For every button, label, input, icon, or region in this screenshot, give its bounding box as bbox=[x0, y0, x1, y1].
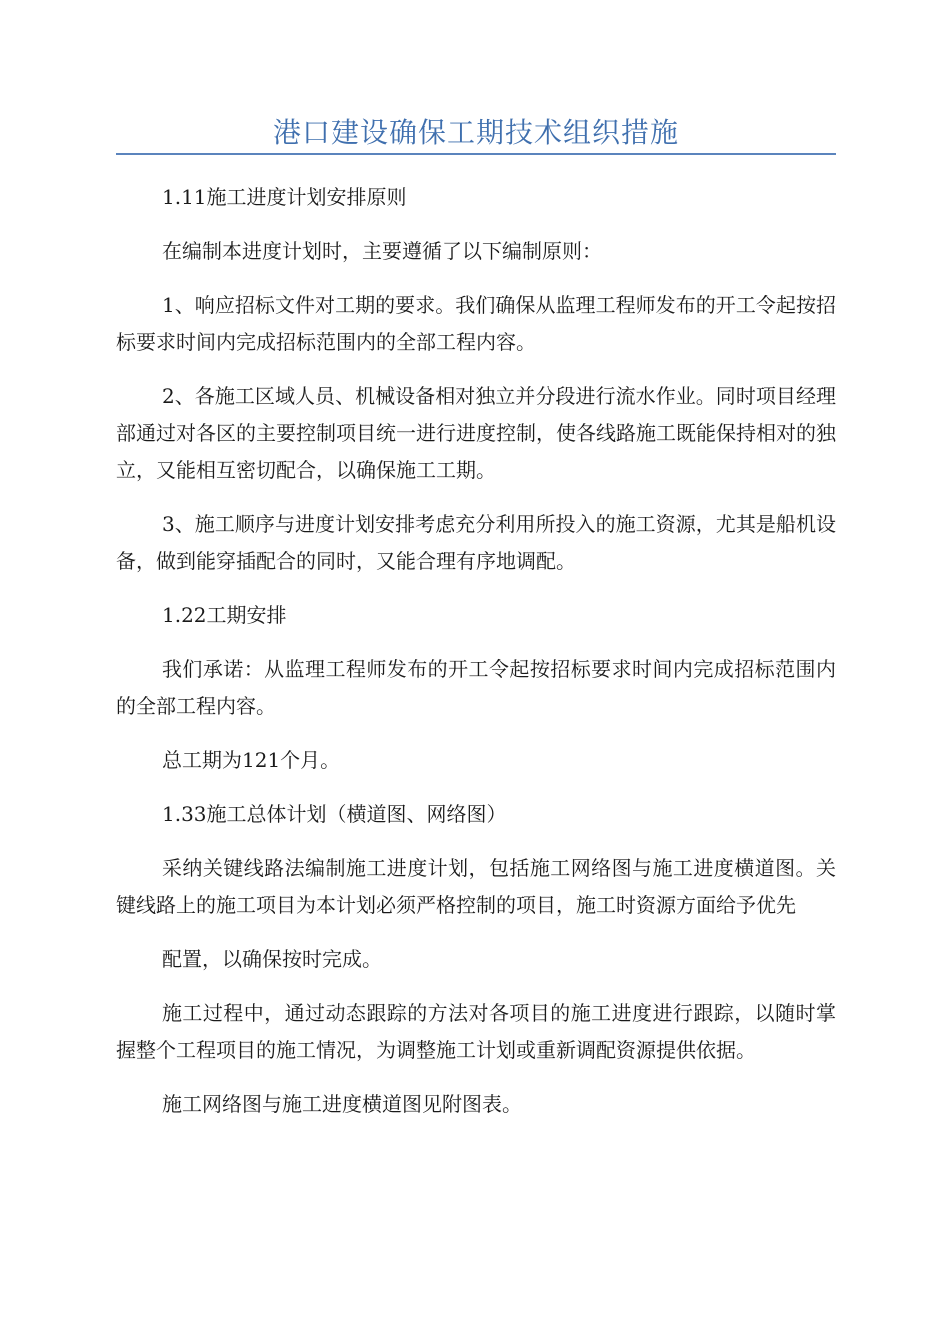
section-heading-1-11: 1.11施工进度计划安排原则 bbox=[162, 185, 407, 209]
paragraph-principle-2: 2、各施工区域人员、机械设备相对独立并分段进行流水作业。同时项目经理部通过对各区的主要控制项目统一进行进度控制，使各线路施工既能保持相对的独立，又能相互密切配合，以确保施工工期。 bbox=[116, 384, 836, 482]
paragraph-configuration: 配置，以确保按时完成。 bbox=[162, 947, 382, 971]
paragraph-intro: 在编制本进度计划时，主要遵循了以下编制原则： bbox=[162, 239, 602, 263]
paragraph-commitment: 我们承诺：从监理工程师发布的开工令起按招标要求时间内完成招标范围内的全部工程内容。 bbox=[116, 657, 836, 718]
title-underline bbox=[116, 153, 836, 155]
paragraph-critical-path: 采纳关键线路法编制施工进度计划，包括施工网络图与施工进度横道图。关键线路上的施工项目为本计划必须严格控制的项目，施工时资源方面给予优先 bbox=[116, 856, 836, 917]
paragraph-principle-1: 1、响应招标文件对工期的要求。我们确保从监理工程师发布的开工令起按招标要求时间内完成招标范围内的全部工程内容。 bbox=[116, 293, 836, 354]
paragraph-tracking: 施工过程中，通过动态跟踪的方法对各项目的施工进度进行跟踪，以随时掌握整个工程项目的施工情况，为调整施工计划或重新调配资源提供依据。 bbox=[116, 1001, 836, 1062]
document-title: 港口建设确保工期技术组织措施 bbox=[272, 116, 679, 149]
paragraph-appendix-reference: 施工网络图与施工进度横道图见附图表。 bbox=[162, 1092, 522, 1116]
section-heading-1-33: 1.33施工总体计划（横道图、网络图） bbox=[162, 802, 507, 826]
section-heading-1-22: 1.22工期安排 bbox=[162, 603, 287, 627]
document-body bbox=[116, 179, 836, 1123]
document-page bbox=[116, 0, 836, 1140]
paragraph-total-duration: 总工期为121个月。 bbox=[162, 748, 341, 772]
paragraph-principle-3: 3、施工顺序与进度计划安排考虑充分利用所投入的施工资源，尤其是船机设备，做到能穿插配合的同时，又能合理有序地调配。 bbox=[116, 512, 836, 573]
